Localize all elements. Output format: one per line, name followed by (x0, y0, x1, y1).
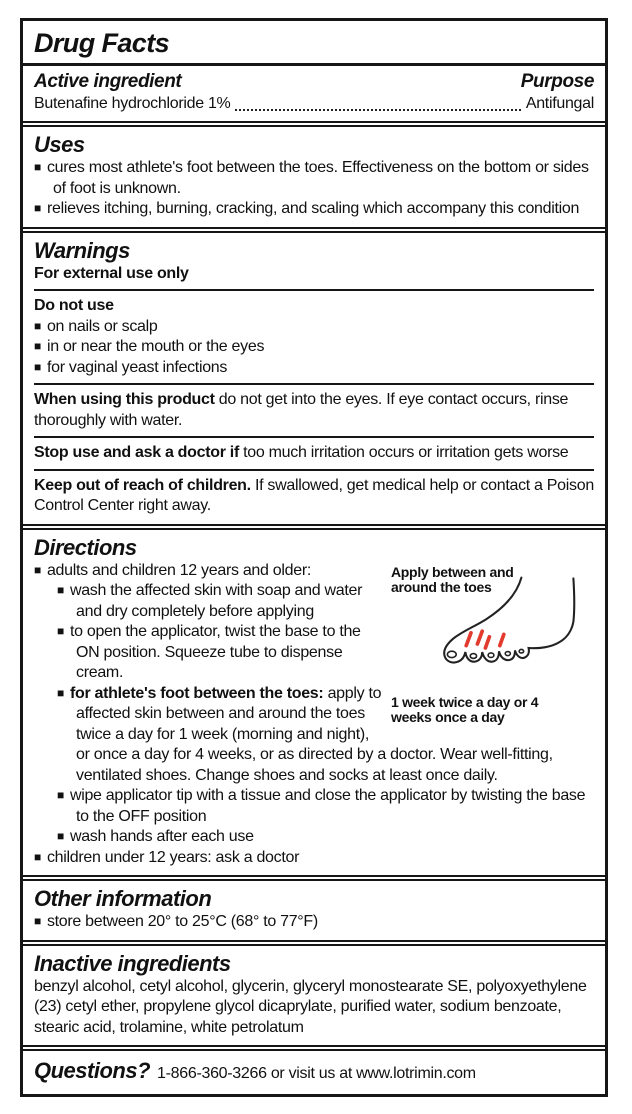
red-application-marks (466, 631, 504, 648)
list-item-text: adults and children 12 years and older: (46, 561, 311, 579)
bullet-icon (34, 318, 47, 335)
list-item (34, 358, 594, 379)
statement-lead: Keep out of reach of children. (34, 476, 251, 494)
bullet-icon (57, 582, 70, 599)
bullet-icon (34, 913, 47, 930)
purpose-value: Antifungal (525, 95, 594, 112)
list-item (34, 337, 594, 358)
bullet-icon (34, 359, 47, 376)
questions-contact: 1-866-360-3266 or visit us at www.lotrimin.com (157, 1065, 476, 1082)
list-item (34, 317, 594, 338)
list-item-text: wash the affected skin with soap and water and dry completely before applying (69, 582, 363, 620)
statement-text: apply to affected skin between and around the toes twice a day for 1 week (morning and night), or once a day for 4 weeks, or as directed by a doctor. Wear well-fitting, ventilated shoes. Change shoes and socks at least once daily. (76, 684, 553, 784)
list-item-text: on nails or scalp (46, 317, 158, 335)
list-item-text: for vaginal yeast infections (46, 358, 228, 376)
list-item (34, 848, 594, 869)
other-information-section (23, 881, 605, 940)
application-illustration (389, 563, 594, 729)
questions-heading: Questions? (34, 1058, 151, 1083)
other-information-heading: Other information (34, 886, 212, 911)
bullet-icon (57, 828, 70, 845)
list-item (57, 827, 594, 848)
foot-outline (444, 577, 574, 662)
hairline-divider (34, 289, 594, 291)
bullet-icon (34, 200, 47, 217)
title-section (23, 21, 605, 66)
statement-text: do not get into the eyes. If eye contact occurs, rinse thoroughly with water. (34, 391, 569, 429)
statement-text: If swallowed, get medical help or contact a Poison Control Center right away. (34, 476, 594, 514)
bullet-icon (57, 685, 70, 702)
purpose-heading: Purpose (520, 71, 594, 92)
when-using-statement (34, 390, 594, 431)
do-not-use-heading: Do not use (34, 297, 114, 314)
active-ingredient-name: Butenafine hydrochloride 1% (34, 95, 231, 112)
list-item-text: to open the applicator, twist the base to the ON position. Squeeze tube to dispense cream. (69, 623, 361, 681)
statement-lead: When using this product (34, 391, 215, 408)
list-item-text: wash hands after each use (69, 828, 254, 845)
list-item-text: in or near the mouth or the eyes (46, 338, 265, 355)
foot-between-toes-icon (427, 575, 599, 677)
bullet-icon (34, 159, 47, 176)
directions-heading: Directions (34, 534, 137, 560)
list-item (34, 912, 594, 933)
list-item-text: store between 20° to 25°C (68° to 77°F) (46, 913, 318, 930)
page-title: Drug Facts (34, 28, 170, 58)
bullet-icon (34, 849, 47, 866)
warnings-heading: Warnings (34, 237, 130, 263)
stop-use-statement (34, 443, 594, 464)
inactive-ingredients-heading: Inactive ingredients (34, 950, 231, 976)
illustration-caption-top: Apply between and around the toes (391, 563, 514, 595)
statement-text: too much irritation occurs or irritation gets worse (238, 444, 569, 461)
list-item-text: cures most athlete's foot between the toes. Effectiveness on the bottom or sides of foot is unknown. (46, 159, 589, 197)
warnings-section (23, 233, 605, 524)
questions-section (23, 1051, 605, 1094)
list-item-text: wipe applicator tip with a tissue and close the applicator by twisting the base to the OFF position (69, 787, 586, 825)
list-item-text: relieves itching, burning, cracking, and scaling which accompany this condition (46, 200, 580, 217)
uses-section (23, 127, 605, 227)
drug-facts-label (20, 18, 608, 1097)
bullet-icon (57, 787, 70, 804)
hairline-divider (34, 436, 594, 438)
list-item (34, 199, 594, 220)
dotted-leader (235, 109, 520, 111)
list-item-text: children under 12 years: ask a doctor (46, 848, 300, 866)
uses-heading: Uses (34, 132, 85, 157)
hairline-divider (34, 469, 594, 471)
list-item (57, 786, 594, 827)
statement-lead: Stop use and ask a doctor if (34, 444, 239, 461)
bullet-icon (34, 562, 47, 579)
active-ingredient-heading: Active ingredient (34, 71, 182, 92)
hairline-divider (34, 383, 594, 385)
illustration-caption-bottom: 1 week twice a day or 4 weeks once a day (391, 693, 539, 725)
list-item (34, 158, 594, 199)
inactive-ingredients-text: benzyl alcohol, cetyl alcohol, glycerin, glyceryl monostearate SE, polyoxyethylene (23) cetyl ether, propylene glycol dicaprylate, purified water, sodium benzoate, stearic acid, trolamine, white petrolatum (34, 977, 587, 1036)
directions-section (23, 530, 605, 876)
active-ingredient-section (23, 66, 605, 121)
external-use-statement: For external use only (34, 264, 189, 282)
inactive-ingredients-section (23, 946, 605, 1046)
bullet-icon (57, 623, 70, 640)
keep-out-statement (34, 476, 594, 517)
statement-lead: for athlete's foot between the toes: (69, 684, 324, 702)
bullet-icon (34, 338, 47, 355)
